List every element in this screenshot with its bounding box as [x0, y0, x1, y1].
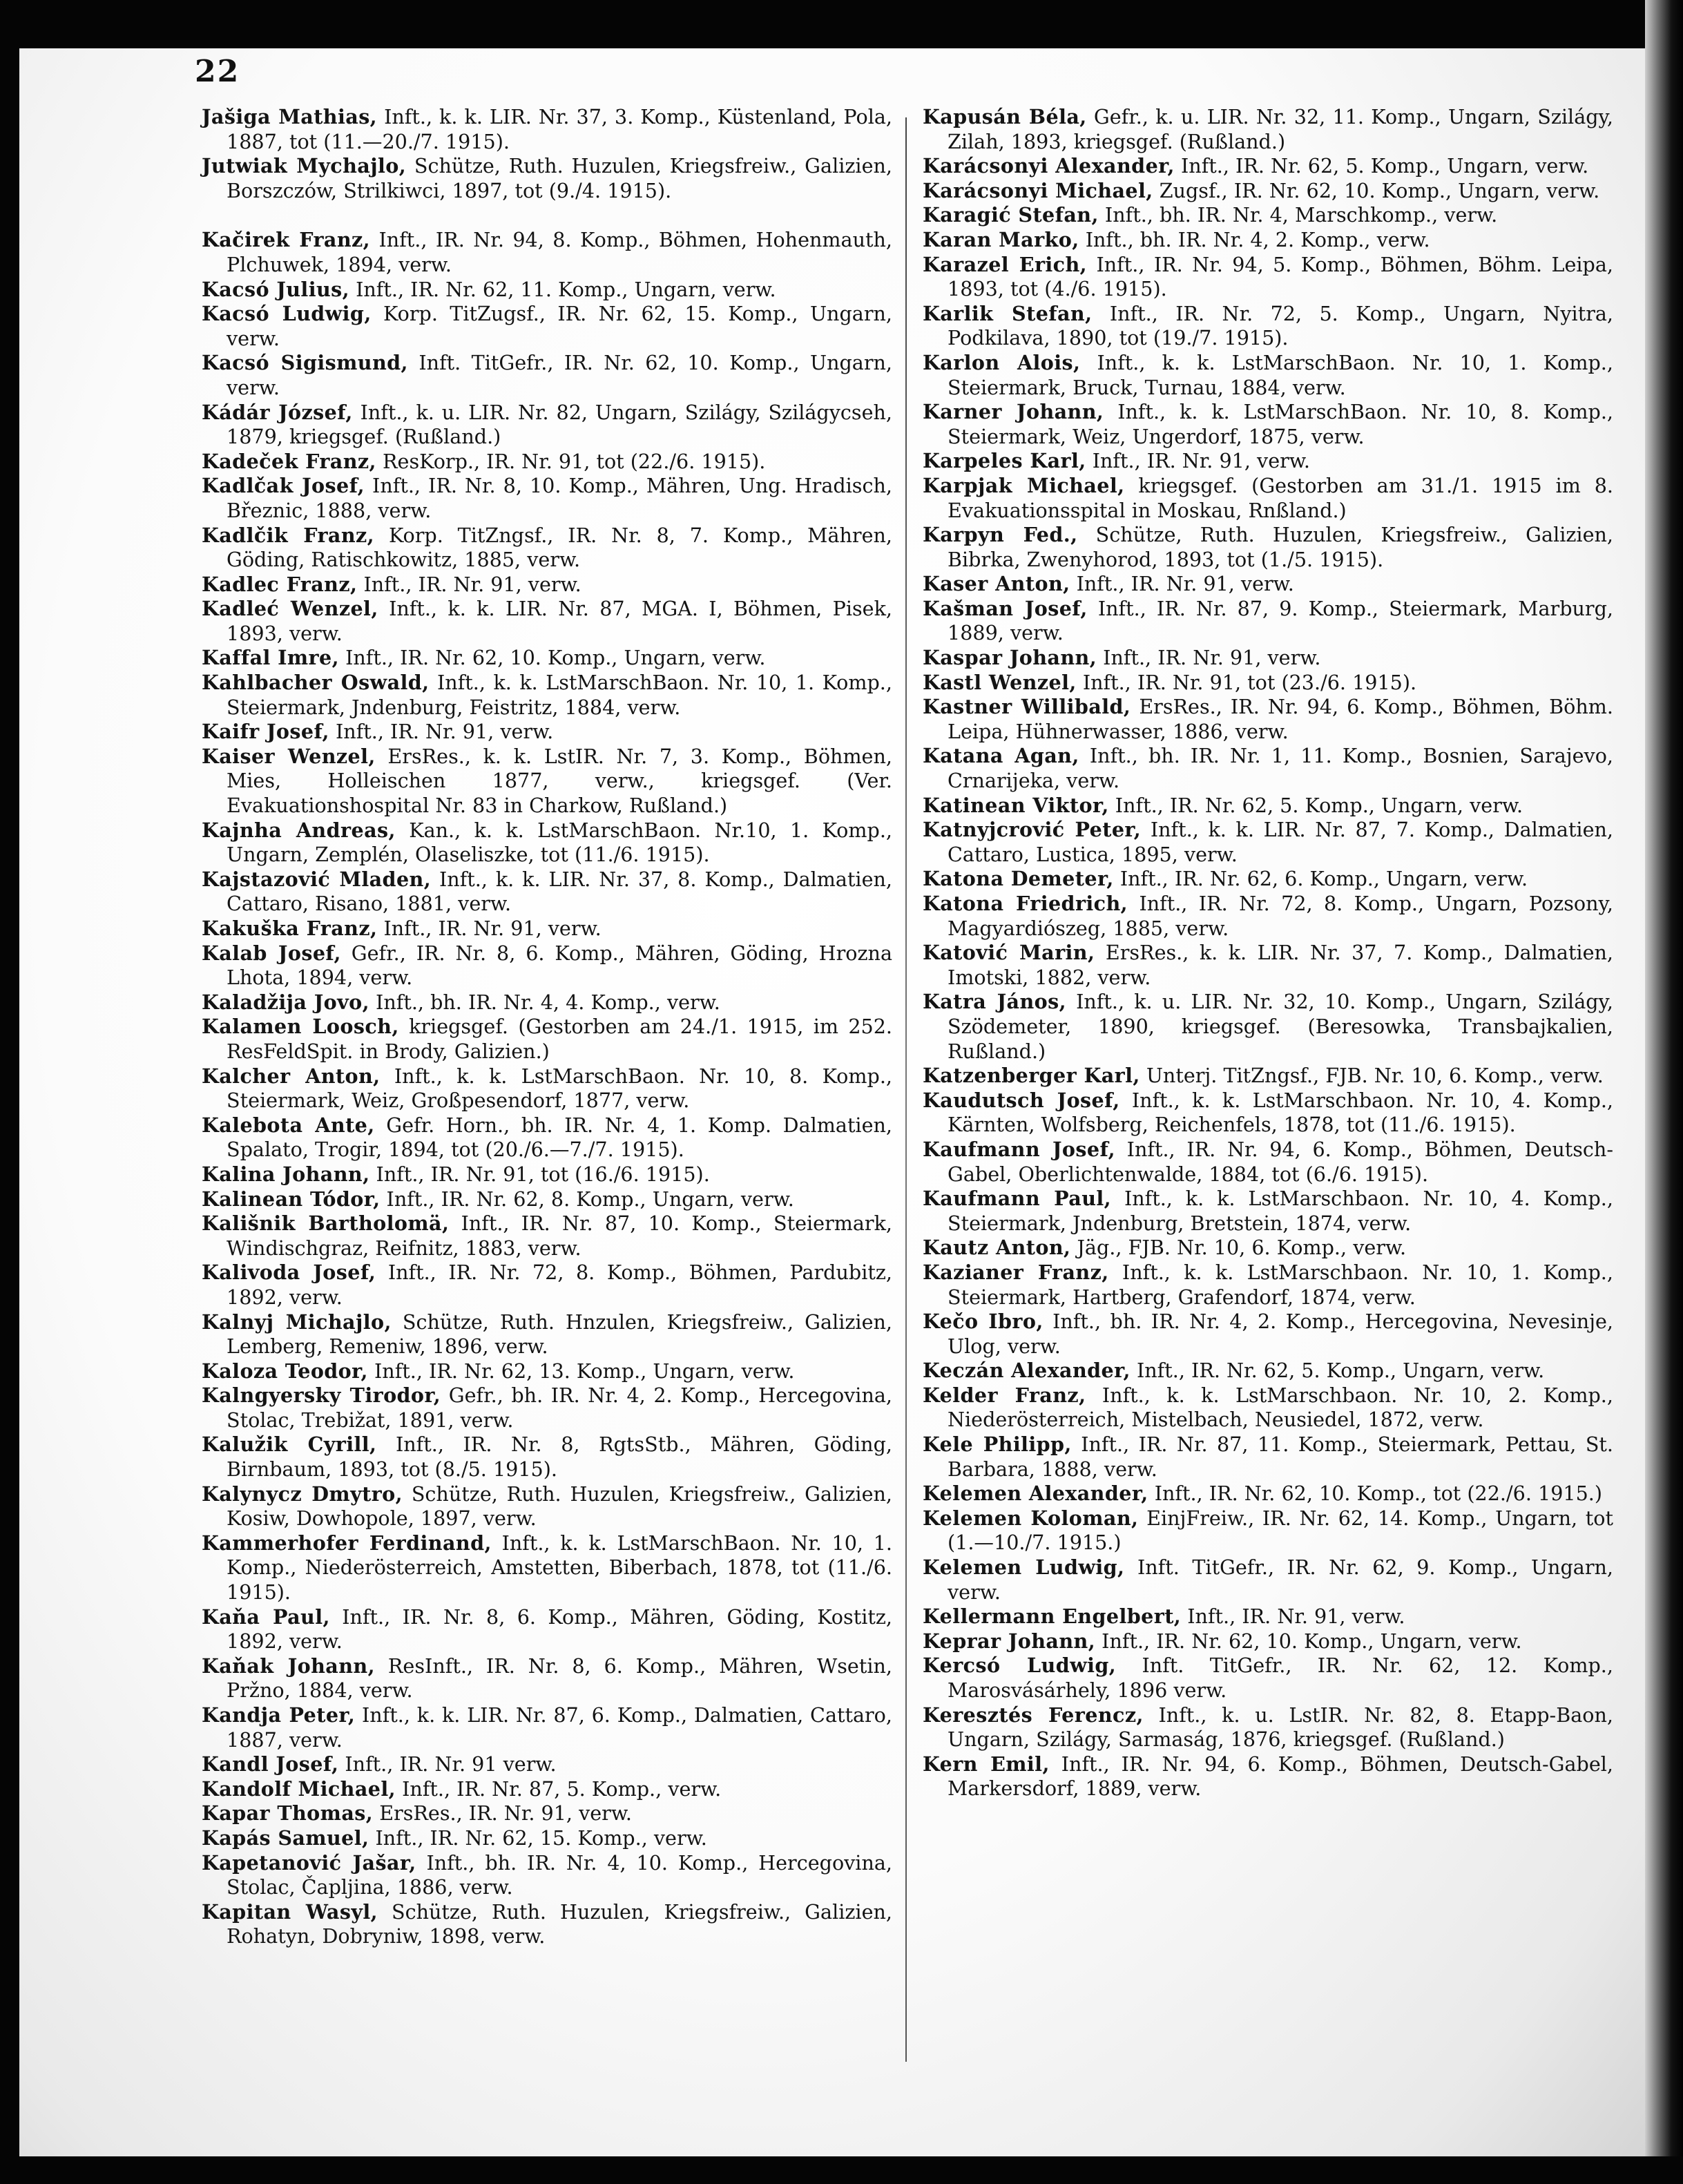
entry-details: Inft., IR. Nr. 62, 6. Komp., Ungarn, verw.: [1119, 867, 1528, 891]
entry-name: Kelemen Alexander,: [923, 1482, 1148, 1506]
entry-name: Karácsonyi Alexander,: [923, 154, 1175, 178]
entry-name: Jašiga Mathias,: [202, 105, 378, 128]
roll-entry: [202, 1383, 892, 1433]
entry-name: Kalynycz Dmytro,: [202, 1482, 403, 1506]
roll-entry: [202, 1064, 892, 1113]
entry-details: Inft., k. k. LIR. Nr. 87, 7. Komp., Dalmatien, Cattaro, Lustica, 1895, verw.: [948, 818, 1613, 866]
roll-entry: [202, 1482, 892, 1531]
entry-name: Kadeček Franz,: [202, 449, 376, 473]
roll-entry: [202, 941, 892, 990]
entry-name: Kercsó Ludwig,: [923, 1654, 1117, 1678]
entry-details: ResInft., IR. Nr. 8, 6. Komp., Mähren, Wsetin, Pržno, 1884, verw.: [227, 1654, 892, 1703]
entry-details: Inft., bh. IR. Nr. 4, 4. Komp., verw.: [376, 990, 720, 1014]
entry-details: Inft., IR. Nr. 62, 11. Komp., Ungarn, verw.: [356, 277, 776, 301]
roll-entry: [202, 868, 892, 917]
roll-entry: [202, 1851, 892, 1900]
entry-details: kriegsgef. (Gestorben am 24./1. 1915, im 252. ResFeldSpit. in Brody, Galizien.): [227, 1015, 892, 1063]
entry-name: Kammerhofer Ferdinand,: [202, 1531, 492, 1555]
roll-entry: [202, 671, 892, 720]
entry-details: Schütze, Ruth. Huzulen, Kriegsfreiw., Galizien, Kosiw, Dowhopole, 1897, verw.: [227, 1482, 892, 1531]
roll-entry: [202, 154, 892, 203]
entry-name: Kazianer Franz,: [923, 1260, 1109, 1284]
entry-details: Inft., k. k. LstMarschBaon. Nr. 10, 1. Komp., Steiermark, Bruck, Turnau, 1884, verw.: [948, 350, 1613, 399]
entry-name: Kaňa Paul,: [202, 1605, 330, 1629]
entry-details: Inft., IR. Nr. 62, 8. Komp., Ungarn, verw.: [386, 1187, 794, 1211]
entry-details: Schütze, Ruth. Huzulen, Kriegsfreiw., Galizien, Borszczów, Strilkiwci, 1897, tot (9./4. 1915).: [227, 154, 892, 202]
roll-entry: [923, 794, 1613, 818]
roll-entry: [923, 597, 1613, 646]
roll-entry: [202, 450, 892, 475]
entry-details: Inft., bh. IR. Nr. 4, 10. Komp., Hercegovina, Stolac, Čapljina, 1886, verw.: [227, 1850, 893, 1899]
scan-border-left: [0, 0, 19, 2184]
entry-details: Inft. TitGefr., IR. Nr. 62, 12. Komp., Marosvásárhely, 1896 verw.: [948, 1654, 1613, 1702]
roll-entry: [202, 351, 892, 400]
roll-entry: [202, 720, 892, 745]
roll-entry: [923, 105, 1613, 154]
entry-name: Kahlbacher Oswald,: [202, 671, 430, 695]
entry-name: Kalab Josef,: [202, 941, 341, 965]
entry-details: Inft. TitGefr., IR. Nr. 62, 9. Komp., Ungarn, verw.: [948, 1555, 1613, 1604]
entry-name: Kandl Josef,: [202, 1752, 339, 1776]
entry-name: Kandolf Michael,: [202, 1776, 396, 1801]
entry-details: Inft., IR. Nr. 87, 11. Komp., Steiermark, Pettau, St. Barbara, 1888, verw.: [948, 1433, 1613, 1481]
entry-details: Inft., IR. Nr. 62, 13. Komp., Ungarn, verw.: [374, 1359, 795, 1383]
entry-name: Katinean Viktor,: [923, 793, 1109, 817]
roll-entry: [923, 1187, 1613, 1236]
entry-details: ErsRes., IR. Nr. 91, verw.: [379, 1801, 632, 1826]
roll-entry: [923, 572, 1613, 597]
entry-details: Schütze, Ruth. Hnzulen, Kriegsfreiw., Galizien, Lemberg, Remeniw, 1896, verw.: [227, 1310, 892, 1359]
entry-name: Kern Emil,: [923, 1752, 1050, 1776]
entry-name: Kacsó Julius,: [202, 277, 349, 301]
roll-entry: [923, 1506, 1613, 1555]
entry-name: Kaladžija Jovo,: [202, 990, 369, 1014]
column-divider: [905, 117, 907, 2062]
scan-border-top: [0, 0, 1683, 48]
roll-entry: [202, 1752, 892, 1777]
entry-name: Karpjak Michael,: [923, 473, 1125, 497]
entry-details: Inft., bh. IR. Nr. 4, Marschkomp., verw.: [1104, 203, 1498, 227]
entry-details: Inft., IR. Nr. 94, 6. Komp., Böhmen, Deutsch-Gabel, Markersdorf, 1889, verw.: [948, 1752, 1613, 1801]
entry-details: Inft., IR. Nr. 91, verw.: [1092, 449, 1310, 473]
roll-entry: [923, 941, 1613, 990]
entry-name: Kacsó Ludwig,: [202, 302, 372, 326]
entry-name: Katović Marin,: [923, 941, 1095, 965]
entry-details: Zugsf., IR. Nr. 62, 10. Komp., Ungarn, verw.: [1159, 178, 1600, 202]
roll-entry: [202, 1113, 892, 1162]
entry-name: Kaspar Johann,: [923, 646, 1097, 670]
roll-entry: [923, 179, 1613, 204]
entry-name: Kalngyersky Tirodor,: [202, 1383, 441, 1408]
entry-name: Kellermann Engelbert,: [923, 1605, 1182, 1629]
entry-name: Karlik Stefan,: [923, 301, 1093, 325]
roll-entry: [923, 1482, 1613, 1506]
entry-name: Kastner Willibald,: [923, 695, 1131, 719]
entry-name: Katra János,: [923, 990, 1066, 1014]
entry-name: Kandja Peter,: [202, 1703, 356, 1727]
entry-details: EinjFreiw., IR. Nr. 62, 14. Komp., Ungarn, tot (1.—10./7. 1915.): [948, 1506, 1613, 1555]
roll-entry: [923, 1752, 1613, 1801]
entry-name: Kastl Wenzel,: [923, 670, 1077, 694]
entry-details: Inft., IR. Nr. 62, 5. Komp., Ungarn, verw.: [1181, 154, 1589, 178]
entry-name: Kapetanović Jašar,: [202, 1850, 416, 1875]
roll-entry: [202, 573, 892, 597]
entry-name: Kečo Ibro,: [923, 1310, 1044, 1334]
entry-name: Keprar Johann,: [923, 1629, 1096, 1653]
roll-entry: [923, 302, 1613, 351]
entry-details: Inft., IR. Nr. 94, 8. Komp., Böhmen, Hohenmauth, Plchuwek, 1894, verw.: [227, 228, 893, 276]
entry-name: Katnyjcrović Peter,: [923, 818, 1142, 842]
entry-details: Inft., IR. Nr. 62, 10. Komp., Ungarn, verw.: [1102, 1629, 1522, 1653]
entry-name: Kakuška Franz,: [202, 917, 378, 940]
entry-name: Kelder Franz,: [923, 1383, 1086, 1407]
roll-entry: [202, 1433, 892, 1482]
entry-details: Gefr. Horn., bh. IR. Nr. 4, 1. Komp. Dalmatien, Spalato, Trogir, 1894, tot (20./6.—7./7. 1915).: [227, 1113, 893, 1162]
entry-details: Inft., IR. Nr. 87, 9. Komp., Steiermark, Marburg, 1889, verw.: [948, 596, 1613, 645]
entry-name: Karpyn Fed.,: [923, 523, 1078, 547]
entry-name: Kašman Josef,: [923, 596, 1088, 620]
roll-entry: [923, 449, 1613, 474]
entry-details: Inft., IR. Nr. 72, 8. Komp., Böhmen, Pardubitz, 1892, verw.: [227, 1261, 892, 1309]
roll-entry: [923, 1261, 1613, 1310]
roll-entry: [202, 228, 892, 277]
roll-entry: [923, 1703, 1613, 1752]
entry-details: Inft., IR. Nr. 62, 10. Komp., tot (22./6. 1915.): [1154, 1482, 1603, 1506]
entry-details: Inft., IR. Nr. 94, 6. Komp., Böhmen, Deutsch-Gabel, Oberlichtenwalde, 1884, tot (6./6. 1915).: [948, 1137, 1614, 1186]
roll-entry: [923, 646, 1613, 671]
roll-entry: [923, 818, 1613, 867]
entry-name: Kalamen Loosch,: [202, 1015, 399, 1039]
entry-name: Kalinean Tódor,: [202, 1187, 381, 1211]
roll-entry: [202, 745, 892, 818]
entry-details: Inft., k. k. LstMarschbaon. Nr. 10, 1. Komp., Steiermark, Hartberg, Grafendorf, 1874, verw.: [948, 1260, 1613, 1309]
entry-name: Jutwiak Mychajlo,: [202, 154, 407, 178]
entry-details: Inft., k. k. LIR. Nr. 87, MGA. I, Böhmen, Pisek, 1893, verw.: [227, 597, 892, 645]
entry-details: Korp. TitZugsf., IR. Nr. 62, 15. Komp., Ungarn, verw.: [227, 302, 892, 350]
roll-entry: [202, 646, 892, 671]
roll-entry: [923, 1629, 1613, 1654]
entry-details: Inft., IR. Nr. 72, 8. Komp., Ungarn, Pozsony, Magyardiószeg, 1885, verw.: [948, 892, 1613, 940]
roll-entry: [923, 351, 1613, 400]
roll-entry: [202, 1900, 892, 1949]
entry-details: Inft., IR. Nr. 62, 10. Komp., Ungarn, verw.: [345, 646, 766, 670]
entry-details: kriegsgef. (Gestorben am 31./1. 1915 im 8. Evakuationsspital in Moskau, Rnßland.): [948, 473, 1613, 522]
roll-entry: [923, 990, 1613, 1064]
entry-name: Karazel Erich,: [923, 252, 1088, 276]
entry-name: Kajstazović Mladen,: [202, 867, 432, 891]
entry-name: Kapás Samuel,: [202, 1826, 369, 1850]
entry-name: Katana Agan,: [923, 744, 1079, 768]
roll-entry: [202, 474, 892, 523]
roll-entry: [923, 695, 1613, 744]
entry-details: Inft. TitGefr., IR. Nr. 62, 10. Komp., Ungarn, verw.: [227, 351, 893, 399]
entry-details: Inft., IR. Nr. 62, 5. Komp., Ungarn, verw.: [1136, 1359, 1545, 1383]
entry-name: Katona Friedrich,: [923, 892, 1128, 915]
roll-entry: [923, 400, 1613, 449]
roll-entry: [202, 1531, 892, 1605]
entry-name: Kališnik Bartholomä,: [202, 1211, 450, 1236]
entry-details: Inft., IR. Nr. 8, RgtsStb., Mähren, Göding, Birnbaum, 1893, tot (8./5. 1915).: [227, 1433, 892, 1482]
roll-entry: [202, 1310, 892, 1359]
entry-details: Inft., k. k. LstMarschBaon. Nr. 10, 8. Komp., Steiermark, Weiz, Großpesendorf, 1877, verw.: [227, 1064, 892, 1113]
entry-name: Kaufmann Josef,: [923, 1137, 1115, 1161]
entry-name: Kajnha Andreas,: [202, 818, 396, 842]
entry-name: Kalina Johann,: [202, 1162, 370, 1186]
entry-details: Inft., bh. IR. Nr. 4, 2. Komp., verw.: [1085, 227, 1430, 251]
entry-details: Inft., IR. Nr. 91, tot (23./6. 1915).: [1082, 670, 1417, 694]
entry-name: Keczán Alexander,: [923, 1359, 1131, 1383]
roll-entry: [202, 1605, 892, 1654]
entry-details: Inft., k. k. LIR. Nr. 37, 3. Komp., Küstenland, Pola, 1887, tot (11.—20./7. 1915).: [227, 105, 892, 153]
roll-entry: [202, 1654, 892, 1703]
roll-entry: [202, 1211, 892, 1261]
roll-entry: [923, 1605, 1613, 1629]
entry-details: Inft., k. u. LstIR. Nr. 82, 8. Etapp-Baon, Ungarn, Szilágy, Sarmaság, 1876, kriegsgef. (Rußland.): [948, 1703, 1613, 1752]
entry-details: Inft., IR. Nr. 91, verw.: [1187, 1605, 1405, 1629]
roll-entry: [202, 278, 892, 303]
entry-details: Inft., IR. Nr. 94, 5. Komp., Böhmen, Böhm. Leipa, 1893, tot (4./6. 1915).: [948, 252, 1613, 301]
roll-entry: [923, 892, 1613, 941]
entry-details: Inft., IR. Nr. 62, 15. Komp., verw.: [375, 1826, 707, 1850]
roll-entry: [202, 917, 892, 941]
entry-details: Inft., IR. Nr. 91, verw.: [383, 917, 602, 940]
entry-name: Kaňak Johann,: [202, 1654, 375, 1678]
roll-entry: [202, 1359, 892, 1384]
roll-entry: [923, 253, 1613, 302]
entry-details: Inft., k. k. LIR. Nr. 87, 6. Komp., Dalmatien, Cattaro, 1887, verw.: [227, 1703, 892, 1752]
entry-details: Inft., IR. Nr. 87, 10. Komp., Steiermark, Windischgraz, Reifnitz, 1883, verw.: [227, 1211, 892, 1260]
entry-name: Kadlec Franz,: [202, 572, 358, 596]
roll-entry: [202, 1187, 892, 1212]
entry-name: Kapar Thomas,: [202, 1801, 374, 1826]
entry-name: Karácsonyi Michael,: [923, 178, 1153, 202]
entry-name: Kautz Anton,: [923, 1236, 1071, 1260]
roll-entry: [923, 474, 1613, 523]
entry-name: Karagić Stefan,: [923, 203, 1099, 227]
entry-name: Kaifr Josef,: [202, 720, 329, 744]
entry-name: Karner Johann,: [923, 400, 1104, 424]
entry-details: Inft., k. k. LIR. Nr. 37, 8. Komp., Dalmatien, Cattaro, Risano, 1881, verw.: [227, 867, 893, 916]
right-column: [923, 105, 1613, 1801]
entry-name: Kacsó Sigismund,: [202, 351, 408, 375]
entry-details: Inft., IR. Nr. 91, verw.: [1103, 646, 1321, 670]
roll-entry: [202, 597, 892, 646]
entry-details: Inft., k. u. LIR. Nr. 82, Ungarn, Szilágy, Szilágycseh, 1879, kriegsgef. (Rußland.): [227, 400, 893, 449]
roll-entry: [923, 154, 1613, 179]
entry-name: Kapusán Béla,: [923, 105, 1087, 128]
roll-entry: [202, 818, 892, 868]
entry-name: Kalcher Anton,: [202, 1064, 381, 1088]
entry-details: Korp. TitZngsf., IR. Nr. 8, 7. Komp., Mähren, Göding, Ratischkowitz, 1885, verw.: [227, 523, 893, 572]
entry-details: Inft., IR. Nr. 91, tot (16./6. 1915).: [376, 1162, 710, 1186]
entry-details: Inft., bh. IR. Nr. 4, 2. Komp., Hercegovina, Nevesinje, Ulog, verw.: [948, 1310, 1613, 1358]
roll-entry: [923, 1654, 1613, 1703]
roll-entry: [202, 1261, 892, 1310]
entry-details: Inft., IR. Nr. 8, 10. Komp., Mähren, Ung. Hradisch, Březnic, 1888, verw.: [227, 474, 893, 522]
entry-name: Kaffal Imre,: [202, 646, 339, 670]
entry-name: Kadleć Wenzel,: [202, 597, 378, 621]
roll-entry: [923, 1555, 1613, 1605]
entry-details: Inft., IR. Nr. 91, verw.: [363, 572, 581, 596]
roll-entry: [202, 302, 892, 351]
roll-entry: [202, 401, 892, 450]
entry-name: Katzenberger Karl,: [923, 1064, 1140, 1088]
roll-entry: [202, 1162, 892, 1187]
roll-entry: [923, 1383, 1613, 1433]
entry-name: Kaloza Teodor,: [202, 1359, 368, 1383]
roll-entry: [923, 744, 1613, 793]
roll-entry: [923, 1359, 1613, 1383]
entry-details: ErsRes., IR. Nr. 94, 6. Komp., Böhmen, Böhm. Leipa, Hühnerwasser, 1886, verw.: [948, 695, 1613, 743]
roll-entry: [202, 990, 892, 1015]
entry-details: Inft., k. k. LstMarschbaon. Nr. 10, 4. Komp., Steiermark, Jndenburg, Bretstein, 1874, verw.: [948, 1187, 1613, 1235]
entry-details: Inft., IR. Nr. 91 verw.: [345, 1752, 557, 1776]
roll-entry: [923, 1310, 1613, 1359]
entry-name: Kalužik Cyrill,: [202, 1433, 377, 1457]
roll-entry: [202, 1777, 892, 1802]
entry-details: Jäg., FJB. Nr. 10, 6. Komp., verw.: [1077, 1236, 1407, 1260]
entry-details: Gefr., k. u. LIR. Nr. 32, 11. Komp., Ungarn, Szilágy, Zilah, 1893, kriegsgef. (Rußland.): [948, 105, 1613, 153]
roll-entry: [202, 1015, 892, 1064]
entry-name: Kaser Anton,: [923, 572, 1070, 596]
entry-details: Gefr., bh. IR. Nr. 4, 2. Komp., Hercegovina, Stolac, Trebižat, 1891, verw.: [227, 1383, 893, 1432]
roll-entry: [923, 671, 1613, 696]
entry-name: Kelemen Ludwig,: [923, 1555, 1125, 1580]
entry-details: Unterj. TitZngsf., FJB. Nr. 10, 6. Komp., verw.: [1146, 1064, 1604, 1088]
scan-border-bottom: [0, 2156, 1683, 2184]
entry-details: Inft., IR. Nr. 62, 5. Komp., Ungarn, verw.: [1115, 793, 1523, 817]
entry-name: Kapitan Wasyl,: [202, 1899, 378, 1924]
entry-name: Karlon Alois,: [923, 350, 1081, 374]
entry-name: Kalebota Ante,: [202, 1113, 375, 1137]
left-column: [202, 105, 892, 1949]
entry-name: Kadlčik Franz,: [202, 523, 375, 547]
roll-entry: [923, 1064, 1613, 1089]
entry-name: Karan Marko,: [923, 227, 1079, 251]
entry-details: Schütze, Ruth. Huzulen, Kriegsfreiw., Galizien, Rohatyn, Dobryniw, 1898, verw.: [227, 1899, 892, 1948]
entry-details: Inft., IR. Nr. 72, 5. Komp., Ungarn, Nyitra, Podkilava, 1890, tot (19./7. 1915).: [948, 301, 1613, 350]
scan-border-right: [1645, 0, 1683, 2184]
entry-details: ErsRes., k. k. LstIR. Nr. 7, 3. Komp., Böhmen, Mies, Holleischen 1877, verw., kriegsgef. (Ver. Evakuationshospital Nr. 83 in Charkow, Rußland.): [227, 744, 892, 818]
entry-name: Karpeles Karl,: [923, 449, 1086, 473]
entry-details: Inft., bh. IR. Nr. 1, 11. Komp., Bosnien, Sarajevo, Crnarijeka, verw.: [948, 744, 1613, 793]
roll-entry: [202, 1801, 892, 1826]
entry-name: Keresztés Ferencz,: [923, 1703, 1144, 1727]
roll-entry: [923, 1089, 1613, 1138]
roll-entry: [923, 867, 1613, 892]
roll-entry: [202, 105, 892, 154]
roll-entry: [923, 1138, 1613, 1187]
entry-details: Inft., k. k. LstMarschbaon. Nr. 10, 2. Komp., Niederösterreich, Mistelbach, Neusiedel, 1872, verw.: [948, 1383, 1613, 1432]
roll-entry: [923, 523, 1613, 572]
entry-name: Kelemen Koloman,: [923, 1506, 1139, 1530]
page-number: 22: [195, 54, 240, 89]
entry-name: Kele Philipp,: [923, 1433, 1072, 1457]
entry-name: Kaufmann Paul,: [923, 1187, 1112, 1211]
entry-details: Inft., k. k. LstMarschBaon. Nr. 10, 1. Komp., Steiermark, Jndenburg, Feistritz, 1884, verw.: [227, 671, 892, 719]
roll-entry: [923, 203, 1613, 228]
roll-entry: [202, 524, 892, 573]
entry-details: ResKorp., IR. Nr. 91, tot (22./6. 1915).: [383, 449, 766, 473]
entry-details: Kan., k. k. LstMarschBaon. Nr.10, 1. Komp., Ungarn, Zemplén, Olaseliszke, tot (11./6. 1915).: [227, 818, 892, 867]
roll-entry: [202, 1826, 892, 1851]
entry-details: Inft., IR. Nr. 91, verw.: [1076, 572, 1294, 596]
entry-details: Schütze, Ruth. Huzulen, Kriegsfreiw., Galizien, Bibrka, Zwenyhorod, 1893, tot (1./5. 1915).: [948, 523, 1613, 571]
entry-details: Gefr., IR. Nr. 8, 6. Komp., Mähren, Göding, Hrozna Lhota, 1894, verw.: [227, 941, 892, 990]
entry-details: Inft., k. u. LIR. Nr. 32, 10. Komp., Ungarn, Szilágy, Szödemeter, 1890, kriegsgef. (Beresowka, Transbajkalien, Rußland.): [948, 990, 1613, 1063]
entry-details: Inft., k. k. LstMarschBaon. Nr. 10, 8. Komp., Steiermark, Weiz, Ungerdorf, 1875, verw.: [948, 400, 1613, 448]
roll-entry: [923, 1236, 1613, 1261]
roll-entry: [923, 228, 1613, 253]
entry-name: Kaiser Wenzel,: [202, 744, 376, 768]
roll-entry: [202, 1703, 892, 1752]
entry-name: Kádár József,: [202, 400, 353, 424]
entry-details: ErsRes., k. k. LIR. Nr. 37, 7. Komp., Dalmatien, Imotski, 1882, verw.: [948, 941, 1614, 989]
entry-name: Kalnyj Michajlo,: [202, 1310, 392, 1334]
entry-name: Katona Demeter,: [923, 867, 1114, 891]
roll-entry: [923, 1433, 1613, 1482]
entry-name: Kačirek Franz,: [202, 228, 371, 252]
entry-name: Kadlčak Josef,: [202, 474, 365, 498]
entry-name: Kaudutsch Josef,: [923, 1088, 1120, 1112]
entry-details: Inft., k. k. LstMarschBaon. Nr. 10, 1. Komp., Niederösterreich, Amstetten, Biberbach, 1878, tot (11./6. 1915).: [227, 1531, 893, 1605]
entry-details: Inft., IR. Nr. 8, 6. Komp., Mähren, Göding, Kostitz, 1892, verw.: [227, 1605, 892, 1654]
entry-name: Kalivoda Josef,: [202, 1261, 376, 1285]
entry-details: Inft., k. k. LstMarschbaon. Nr. 10, 4. Komp., Kärnten, Wolfsberg, Reichenfels, 1878, tot (11./6. 1915).: [948, 1088, 1613, 1137]
entry-details: Inft., IR. Nr. 87, 5. Komp., verw.: [402, 1776, 722, 1801]
entry-details: Inft., IR. Nr. 91, verw.: [335, 720, 554, 744]
